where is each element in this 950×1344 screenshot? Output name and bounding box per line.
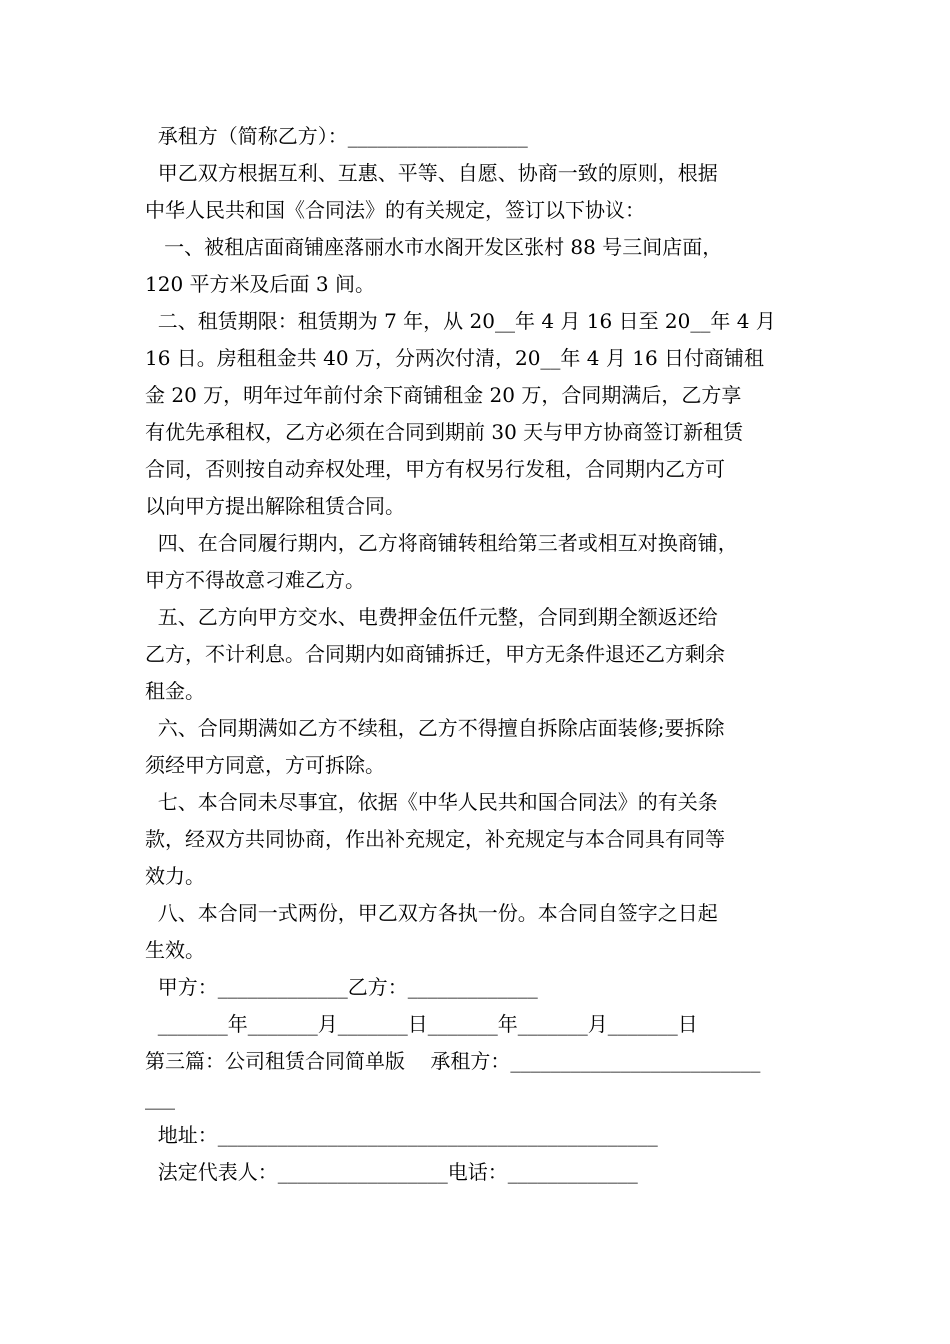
contract-text [145, 118, 810, 1191]
text-line: 合同，否则按自动弃权处理，甲方有权另行发租，合同期内乙方可 [145, 457, 725, 481]
text-line: 效力。 [145, 864, 205, 888]
text-line: 有优先承租权，乙方必须在合同到期前 30 天与甲方协商签订新租赁 [145, 420, 744, 444]
text-line: 16 日。房租租金共 40 万，分两次付清，20__年 4 月 16 日付商铺租 [145, 346, 765, 370]
text-line: 甲乙双方根据互利、互惠、平等、自愿、协商一致的原则，根据 [145, 161, 718, 185]
text-line: 中华人民共和国《合同法》的有关规定，签订以下协议： [145, 198, 645, 222]
text-line: 120 平方米及后面 3 间。 [145, 272, 375, 296]
text-line: 款，经双方共同协商，作出补充规定，补充规定与本合同具有同等 [145, 827, 725, 851]
text-line: 须经甲方同意，方可拆除。 [145, 753, 385, 777]
text-line: 七、本合同未尽事宜，依据《中华人民共和国合同法》的有关条 [145, 790, 718, 814]
text-line: 生效。 [145, 938, 205, 962]
section-heading-line: 第三篇：公司租赁合同简单版 承租方：_________________________ [145, 1049, 761, 1073]
text-line: 以向甲方提出解除租赁合同。 [145, 494, 405, 518]
text-line: 承租方（简称乙方）：__________________ [145, 124, 528, 148]
address-line: 地址：____________________________________________ [145, 1123, 658, 1147]
text-line: 金 20 万，明年过年前付余下商铺租金 20 万，合同期满后，乙方享 [145, 383, 742, 407]
text-line: 乙方，不计利息。合同期内如商铺拆迁，甲方无条件退还乙方剩余 [145, 642, 725, 666]
text-line: 八、本合同一式两份，甲乙双方各执一份。本合同自签字之日起 [145, 901, 718, 925]
signature-line-parties: 甲方：_____________乙方：_____________ [145, 975, 538, 999]
text-line: 一、被租店面商铺座落丽水市水阁开发区张村 88 号三间店面， [145, 235, 723, 259]
text-line: 四、在合同履行期内，乙方将商铺转租给第三者或相互对换商铺， [145, 531, 738, 555]
text-line: 甲方不得故意刁难乙方。 [145, 568, 365, 592]
text-line: ___ [145, 1086, 175, 1110]
text-line: 二、租赁期限：租赁期为 7 年，从 20__年 4 月 16 日至 20__年 4 月 [145, 309, 776, 333]
date-line: _______年_______月_______日_______年_______月_______日 [145, 1012, 698, 1036]
text-line: 五、乙方向甲方交水、电费押金伍仟元整，合同到期全额返还给 [145, 605, 718, 629]
legal-rep-phone-line: 法定代表人：_________________电话：_____________ [145, 1160, 638, 1184]
text-line: 六、合同期满如乙方不续租，乙方不得擅自拆除店面装修;要拆除 [145, 716, 725, 740]
text-line: 租金。 [145, 679, 205, 703]
